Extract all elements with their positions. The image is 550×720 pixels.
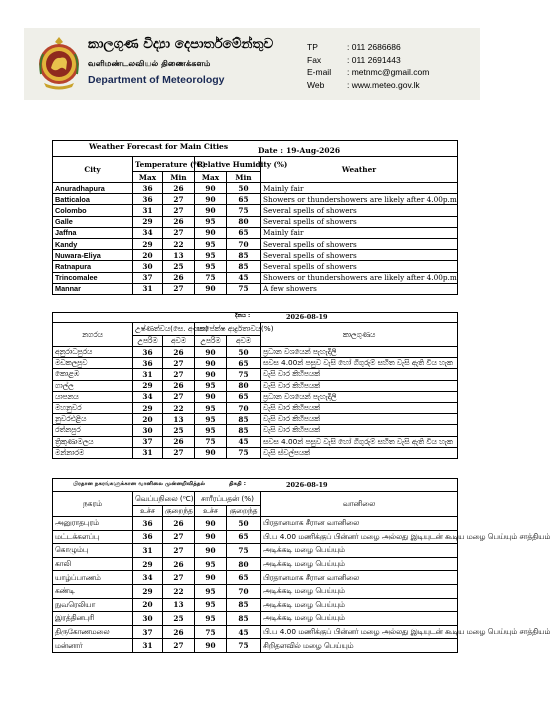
- table-row: [53, 517, 458, 531]
- temp-max-cell: 36: [133, 194, 163, 205]
- rh-min-cell: 80: [227, 557, 261, 571]
- col-header-city: City: [53, 157, 133, 183]
- rh-min-cell: 65: [227, 571, 261, 585]
- city-cell: கண்டி: [53, 584, 133, 598]
- temp-max-cell: 30: [133, 261, 163, 272]
- city-cell: மன்னார்: [53, 639, 133, 653]
- department-name-sinhala: කාලගුණ විද්‍යා දෙපාර්තමේන්තුව: [88, 36, 274, 52]
- rh-max-cell: 75: [195, 272, 227, 283]
- temp-min-cell: 13: [163, 250, 195, 261]
- temp-max-cell: 29: [133, 238, 163, 249]
- table-row: [53, 425, 458, 436]
- city-cell: Ratnapura: [53, 261, 133, 272]
- rh-max-cell: 90: [195, 358, 227, 369]
- city-cell: මහනුවර: [53, 402, 133, 413]
- city-cell: நுவரெலியா: [53, 598, 133, 612]
- table-row: [53, 625, 458, 639]
- weather-cell: Showers or thundershowers are likely after 4.00p.m: [261, 194, 458, 205]
- table-row: [53, 447, 458, 458]
- weather-cell: සවස 4.00න් පසුව වැසි හෝ ගිගුරුම් සහිත වැසි ඇති විය හැක: [261, 358, 458, 369]
- weather-cell: அடிக்கடி மழை பெய்யும்: [261, 544, 458, 558]
- city-cell: Batticaloa: [53, 194, 133, 205]
- temp-max-cell: 36: [133, 530, 163, 544]
- table-row: [53, 391, 458, 402]
- rh-min-cell: 65: [227, 358, 261, 369]
- rh-min-cell: 85: [227, 414, 261, 425]
- temp-min-cell: 27: [163, 544, 195, 558]
- temp-min-cell: 13: [163, 598, 195, 612]
- table-row: [53, 598, 458, 612]
- city-cell: නුවරඑළිය: [53, 414, 133, 425]
- rh-min-cell: 85: [227, 598, 261, 612]
- rh-min-cell: 65: [227, 391, 261, 402]
- temp-max-cell: 36: [133, 347, 163, 358]
- weather-cell: වැසි වාර කිහිපයක්: [261, 380, 458, 391]
- temp-max-cell: 37: [133, 436, 163, 447]
- weather-cell: වැසි වාර කිහිපයක්: [261, 402, 458, 413]
- rh-max-cell: 90: [195, 391, 227, 402]
- rh-min-cell: 85: [227, 250, 261, 261]
- table-row: [53, 272, 458, 283]
- temp-min-cell: 13: [163, 414, 195, 425]
- temp-max-cell: 34: [133, 391, 163, 402]
- city-cell: මඩකලපුව: [53, 358, 133, 369]
- table-title: Weather Forecast for Main Cities: [89, 142, 229, 151]
- rh-min-cell: 75: [227, 283, 261, 294]
- rh-max-cell: 90: [195, 283, 227, 294]
- rh-min-cell: 85: [227, 425, 261, 436]
- weather-cell: Showers or thundershowers are likely after 4.00p.m: [261, 272, 458, 283]
- temp-max-cell: 29: [133, 584, 163, 598]
- table-body: [53, 183, 458, 295]
- rh-max-cell: 95: [195, 612, 227, 626]
- rh-max-cell: 90: [195, 571, 227, 585]
- temp-max-cell: 34: [133, 227, 163, 238]
- col-header-temp-max: உச்ச: [133, 506, 163, 517]
- temp-min-cell: 22: [163, 584, 195, 598]
- temp-min-cell: 22: [163, 402, 195, 413]
- temp-min-cell: 26: [163, 517, 195, 531]
- city-cell: மட்டக்களப்பு: [53, 530, 133, 544]
- rh-max-cell: 90: [195, 517, 227, 531]
- weather-cell: Several spells of showers: [261, 205, 458, 216]
- table-row: [53, 250, 458, 261]
- col-header-rh-min: குறைந்த: [227, 506, 261, 517]
- temp-max-cell: 29: [133, 380, 163, 391]
- table-row: [53, 402, 458, 413]
- temp-min-cell: 26: [163, 183, 195, 194]
- contact-block: [307, 41, 429, 91]
- rh-max-cell: 95: [195, 414, 227, 425]
- weather-cell: Several spells of showers: [261, 238, 458, 249]
- col-header-rh-max: උපරිම: [195, 336, 227, 347]
- city-cell: රත්නපුර: [53, 425, 133, 436]
- weather-cell: Several spells of showers: [261, 261, 458, 272]
- weather-cell: වැසි වාර කිහිපයක්: [261, 414, 458, 425]
- city-cell: கொழும்பு: [53, 544, 133, 558]
- table-title: பிரதான நகரங்களுக்கான வானிலை முன்னறிவித்தல்: [73, 481, 206, 487]
- rh-min-cell: 45: [227, 625, 261, 639]
- table-row: [53, 227, 458, 238]
- rh-min-cell: 65: [227, 530, 261, 544]
- weather-cell: ප්‍රධාන වශයෙන් පැහැදිලි: [261, 391, 458, 402]
- table-row: [53, 283, 458, 294]
- table-row: [53, 238, 458, 249]
- col-header-city: நகரம்: [53, 492, 133, 517]
- rh-min-cell: 85: [227, 261, 261, 272]
- col-header-temp-min: குறைந்த: [163, 506, 195, 517]
- col-header-humidity: Relative Humidity (%): [195, 157, 261, 172]
- city-cell: Colombo: [53, 205, 133, 216]
- table-row: [53, 639, 458, 653]
- city-cell: යාපනය: [53, 391, 133, 402]
- rh-max-cell: 95: [195, 557, 227, 571]
- temp-min-cell: 27: [163, 369, 195, 380]
- rh-min-cell: 70: [227, 238, 261, 249]
- table-row: [53, 544, 458, 558]
- table-row: [53, 414, 458, 425]
- weather-cell: பி.ப 4.00 மணிக்குப் பின்னர் மழை அல்லது இடியுடன் கூடிய மழை பெய்யும் சாத்தியம்: [261, 530, 458, 544]
- rh-max-cell: 95: [195, 238, 227, 249]
- col-header-temp-min: අවම: [163, 336, 195, 347]
- table-row: [53, 347, 458, 358]
- col-header-humidity: සාපේක්ෂ ආර්ද්‍රතාවය(%): [195, 323, 261, 336]
- temp-max-cell: 31: [133, 369, 163, 380]
- city-cell: ත්‍රිකුණාමලය: [53, 436, 133, 447]
- rh-max-cell: 90: [195, 347, 227, 358]
- city-cell: Anuradhapura: [53, 183, 133, 194]
- rh-min-cell: 75: [227, 544, 261, 558]
- table-row: [53, 557, 458, 571]
- table-row: [53, 369, 458, 380]
- weather-cell: பி.ப 4.00 மணிக்குப் பின்னர் மழை அல்லது இடியுடன் கூடிய மழை பெய்யும் சாத்தியம்: [261, 625, 458, 639]
- temp-min-cell: 27: [163, 571, 195, 585]
- rh-min-cell: 75: [227, 447, 261, 458]
- forecast-table-tamil: [52, 478, 550, 653]
- city-cell: කොළඹ: [53, 369, 133, 380]
- rh-max-cell: 90: [195, 639, 227, 653]
- rh-max-cell: 95: [195, 380, 227, 391]
- weather-cell: වැසි වාර කිහිපයක්: [261, 369, 458, 380]
- temp-max-cell: 30: [133, 612, 163, 626]
- rh-max-cell: 95: [195, 598, 227, 612]
- rh-min-cell: 80: [227, 380, 261, 391]
- temp-max-cell: 31: [133, 205, 163, 216]
- temp-max-cell: 31: [133, 447, 163, 458]
- rh-max-cell: 95: [195, 584, 227, 598]
- city-cell: මන්නාරම: [53, 447, 133, 458]
- rh-min-cell: 75: [227, 205, 261, 216]
- rh-max-cell: 95: [195, 250, 227, 261]
- table-row: [53, 571, 458, 585]
- contact-email: E-mail : metnmc@gmail.com: [307, 67, 430, 78]
- city-cell: Nuwara-Eliya: [53, 250, 133, 261]
- rh-max-cell: 90: [195, 447, 227, 458]
- weather-cell: Mainly fair: [261, 227, 458, 238]
- city-cell: Mannar: [53, 283, 133, 294]
- rh-min-cell: 50: [227, 517, 261, 531]
- city-cell: අනුරාධපුරය: [53, 347, 133, 358]
- temp-min-cell: 27: [163, 447, 195, 458]
- col-header-rh-max: Max: [195, 172, 227, 183]
- col-header-temp-max: Max: [133, 172, 163, 183]
- weather-cell: அடிக்கடி மழை பெய்யும்: [261, 598, 458, 612]
- weather-cell: அடிக்கடி மழை பெய்யும்: [261, 584, 458, 598]
- rh-min-cell: 70: [227, 584, 261, 598]
- table-row: [53, 261, 458, 272]
- city-cell: Kandy: [53, 238, 133, 249]
- temp-min-cell: 27: [163, 194, 195, 205]
- rh-max-cell: 75: [195, 436, 227, 447]
- city-cell: ගාල්ල: [53, 380, 133, 391]
- table-body: [53, 517, 550, 653]
- department-name-english: Department of Meteorology: [88, 74, 225, 86]
- col-header-city: නගරය: [53, 323, 133, 347]
- table-row: [53, 436, 458, 447]
- weather-cell: වැසි ස්වල්පයක්: [261, 447, 458, 458]
- temp-min-cell: 26: [163, 380, 195, 391]
- col-header-temperature: උෂ්ණත්වය(සෙ. අංශක): [133, 323, 195, 336]
- weather-cell: Several spells of showers: [261, 250, 458, 261]
- rh-min-cell: 50: [227, 347, 261, 358]
- col-header-weather: කාලගුණය: [261, 323, 458, 347]
- rh-max-cell: 95: [195, 261, 227, 272]
- table-row: [53, 183, 458, 194]
- col-header-weather: Weather: [261, 157, 458, 183]
- city-cell: Galle: [53, 216, 133, 227]
- rh-min-cell: 80: [227, 216, 261, 227]
- temp-max-cell: 29: [133, 557, 163, 571]
- temp-max-cell: 29: [133, 216, 163, 227]
- temp-max-cell: 30: [133, 425, 163, 436]
- department-name-tamil: வளிமண்டலவியல் திணைக்களம்: [88, 58, 211, 68]
- temp-max-cell: 29: [133, 402, 163, 413]
- rh-max-cell: 90: [195, 227, 227, 238]
- sri-lanka-emblem-icon: [36, 36, 82, 90]
- rh-max-cell: 75: [195, 625, 227, 639]
- col-header-temp-max: උපරිම: [133, 336, 163, 347]
- col-header-temperature: Temperature (⁰C): [133, 157, 195, 172]
- temp-min-cell: 25: [163, 425, 195, 436]
- col-header-rh-max: உச்ச: [195, 506, 227, 517]
- table-row: [53, 380, 458, 391]
- forecast-date: 2026-08-19: [286, 313, 328, 321]
- temp-min-cell: 27: [163, 283, 195, 294]
- table-row: [53, 584, 458, 598]
- temp-min-cell: 27: [163, 205, 195, 216]
- weather-cell: அடிக்கடி மழை பெய்யும்: [261, 557, 458, 571]
- temp-min-cell: 27: [163, 391, 195, 402]
- temp-min-cell: 25: [163, 612, 195, 626]
- forecast-table-english: [52, 140, 458, 295]
- city-cell: காலி: [53, 557, 133, 571]
- temp-min-cell: 26: [163, 216, 195, 227]
- rh-max-cell: 95: [195, 402, 227, 413]
- contact-phone: TP : 011 2686686: [307, 42, 401, 52]
- weather-cell: சிறிதளவில் மழை பெய்யும்: [261, 639, 458, 653]
- table-row: [53, 205, 458, 216]
- city-cell: இரத்தினபுரி: [53, 612, 133, 626]
- weather-cell: பிரதானமாக சீரான வானிலை: [261, 517, 458, 531]
- rh-min-cell: 70: [227, 402, 261, 413]
- weather-cell: அடிக்கடி மழை பெய்யும்: [261, 612, 458, 626]
- rh-max-cell: 95: [195, 216, 227, 227]
- temp-max-cell: 36: [133, 183, 163, 194]
- temp-max-cell: 37: [133, 272, 163, 283]
- contact-fax: Fax : 011 2691443: [307, 54, 401, 65]
- weather-cell: Several spells of showers: [261, 216, 458, 227]
- temp-max-cell: 36: [133, 517, 163, 531]
- rh-min-cell: 85: [227, 612, 261, 626]
- temp-min-cell: 27: [163, 358, 195, 369]
- rh-max-cell: 90: [195, 183, 227, 194]
- col-header-rh-min: Min: [227, 172, 261, 183]
- rh-min-cell: 45: [227, 272, 261, 283]
- city-cell: அனுராதபுரம்: [53, 517, 133, 531]
- col-header-temperature: வெப்பநிலை (⁰C): [133, 492, 195, 506]
- temp-min-cell: 27: [163, 227, 195, 238]
- forecast-date: 19-Aug-2026: [286, 146, 341, 155]
- weather-cell: වැසි වාර කිහිපයක්: [261, 425, 458, 436]
- city-cell: திருகோணமலை: [53, 625, 133, 639]
- city-cell: Trincomalee: [53, 272, 133, 283]
- rh-min-cell: 75: [227, 369, 261, 380]
- table-row: [53, 358, 458, 369]
- rh-max-cell: 90: [195, 544, 227, 558]
- weather-cell: A few showers: [261, 283, 458, 294]
- rh-min-cell: 50: [227, 183, 261, 194]
- col-header-rh-min: අවම: [227, 336, 261, 347]
- rh-min-cell: 65: [227, 194, 261, 205]
- weather-cell: ප්‍රධාන වශයෙන් පැහැදිලි: [261, 347, 458, 358]
- temp-max-cell: 31: [133, 544, 163, 558]
- table-body: [53, 347, 458, 459]
- forecast-date-label: திகதி :: [229, 481, 246, 487]
- temp-min-cell: 27: [163, 530, 195, 544]
- rh-max-cell: 90: [195, 369, 227, 380]
- rh-max-cell: 90: [195, 530, 227, 544]
- table-row: [53, 216, 458, 227]
- temp-max-cell: 20: [133, 250, 163, 261]
- city-cell: Jaffna: [53, 227, 133, 238]
- forecast-date: 2026-08-19: [286, 481, 328, 489]
- forecast-table-sinhala: [52, 312, 458, 459]
- forecast-date-label: Date :: [258, 146, 283, 155]
- table-row: [53, 612, 458, 626]
- temp-min-cell: 27: [163, 639, 195, 653]
- table-row: [53, 530, 458, 544]
- temp-min-cell: 25: [163, 261, 195, 272]
- weather-cell: සවස 4.00න් පසුව වැසි හෝ ගිගුරුම් සහිත වැසි ඇති විය හැක: [261, 436, 458, 447]
- temp-min-cell: 26: [163, 347, 195, 358]
- rh-min-cell: 65: [227, 227, 261, 238]
- temp-max-cell: 31: [133, 639, 163, 653]
- weather-cell: பிரதானமாக சீரான வானிலை: [261, 571, 458, 585]
- rh-min-cell: 45: [227, 436, 261, 447]
- temp-max-cell: 37: [133, 625, 163, 639]
- rh-max-cell: 90: [195, 194, 227, 205]
- forecast-date-label: දිනය :: [235, 313, 251, 319]
- rh-max-cell: 90: [195, 205, 227, 216]
- col-header-temp-min: Min: [163, 172, 195, 183]
- temp-min-cell: 22: [163, 238, 195, 249]
- contact-web: Web : www.meteo.gov.lk: [307, 79, 420, 90]
- table-row: [53, 194, 458, 205]
- temp-max-cell: 31: [133, 283, 163, 294]
- temp-min-cell: 26: [163, 557, 195, 571]
- temp-max-cell: 20: [133, 598, 163, 612]
- temp-min-cell: 26: [163, 272, 195, 283]
- rh-max-cell: 95: [195, 425, 227, 436]
- temp-min-cell: 26: [163, 625, 195, 639]
- temp-max-cell: 34: [133, 571, 163, 585]
- city-cell: யாழ்ப்பாணம்: [53, 571, 133, 585]
- col-header-humidity: சாரீரப்பதன் (%): [195, 492, 261, 506]
- weather-cell: Mainly fair: [261, 183, 458, 194]
- temp-max-cell: 36: [133, 358, 163, 369]
- temp-min-cell: 26: [163, 436, 195, 447]
- temp-max-cell: 20: [133, 414, 163, 425]
- rh-min-cell: 75: [227, 639, 261, 653]
- col-header-weather: வானிலை: [261, 492, 458, 517]
